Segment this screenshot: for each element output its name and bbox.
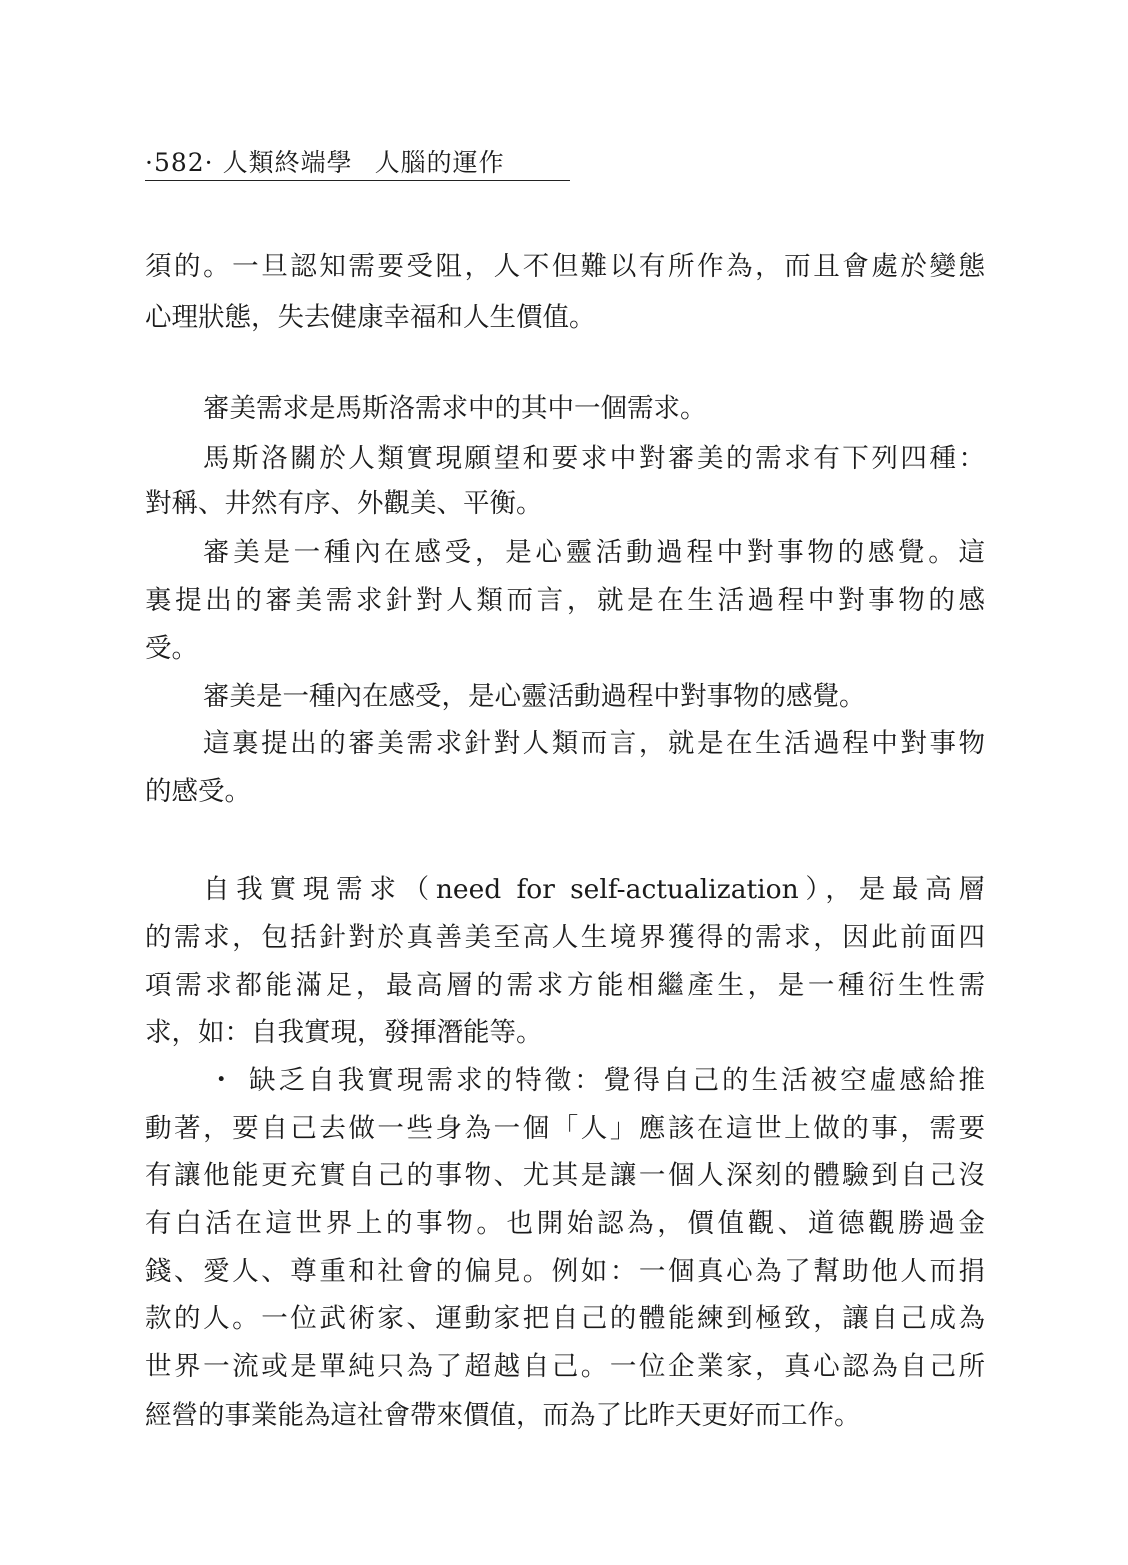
text-line: 的感受。 — [145, 776, 251, 807]
text-line: 款的人。一位武術家、運動家把自己的體能練到極致，讓自己成為 — [145, 1303, 985, 1334]
running-header — [145, 146, 570, 181]
text-line: 須的。一旦認知需要受阻，人不但難以有所作為，而且會處於變態 — [145, 251, 985, 282]
book-title: 人類終端學 — [222, 148, 353, 177]
text-line: 有讓他能更充實自己的事物、尤其是讓一個人深刻的體驗到自己沒 — [145, 1160, 985, 1191]
text-line: 審美需求是馬斯洛需求中的其中一個需求。 — [203, 393, 707, 424]
text-line: 裏提出的審美需求針對人類而言，就是在生活過程中對事物的感 — [145, 585, 985, 616]
text-line: 自我實現需求（need for self-actualization），是最高層 — [203, 874, 985, 905]
text-line: 項需求都能滿足，最高層的需求方能相繼產生，是一種衍生性需 — [145, 970, 985, 1001]
bullet-line: ・ 缺乏自我實現需求的特徵：覺得自己的生活被空虛感給推 — [208, 1065, 985, 1096]
text-line: 有白活在這世界上的事物。也開始認為，價值觀、道德觀勝過金 — [145, 1208, 985, 1239]
text-line: 動著，要自己去做一些身為一個「人」應該在這世上做的事，需要 — [145, 1113, 985, 1144]
text-line: 馬斯洛關於人類實現願望和要求中對審美的需求有下列四種： — [203, 443, 985, 474]
text-line: 這裏提出的審美需求針對人類而言，就是在生活過程中對事物 — [203, 728, 985, 759]
text-line: 受。 — [145, 633, 198, 664]
text-line: 經營的事業能為這社會帶來價值，而為了比昨天更好而工作。 — [145, 1400, 861, 1431]
text-line: 審美是一種內在感受，是心靈活動過程中對事物的感覺。 — [203, 681, 866, 712]
text-line: 的需求，包括針對於真善美至高人生境界獲得的需求，因此前面四 — [145, 922, 985, 953]
text-line: 求，如：自我實現，發揮潛能等。 — [145, 1017, 543, 1048]
text-line: 錢、愛人、尊重和社會的偏見。例如：一個真心為了幫助他人而捐 — [145, 1256, 985, 1287]
text-line: 世界一流或是單純只為了超越自己。一位企業家，真心認為自己所 — [145, 1351, 985, 1382]
chapter-title: 人腦的運作 — [374, 148, 505, 177]
text-line: 審美是一種內在感受，是心靈活動過程中對事物的感覺。這 — [203, 537, 985, 568]
page-number: ·582· — [145, 148, 214, 177]
text-line: 心理狀態，失去健康幸福和人生價值。 — [145, 302, 596, 333]
text-line: 對稱、井然有序、外觀美、平衡。 — [145, 488, 543, 519]
